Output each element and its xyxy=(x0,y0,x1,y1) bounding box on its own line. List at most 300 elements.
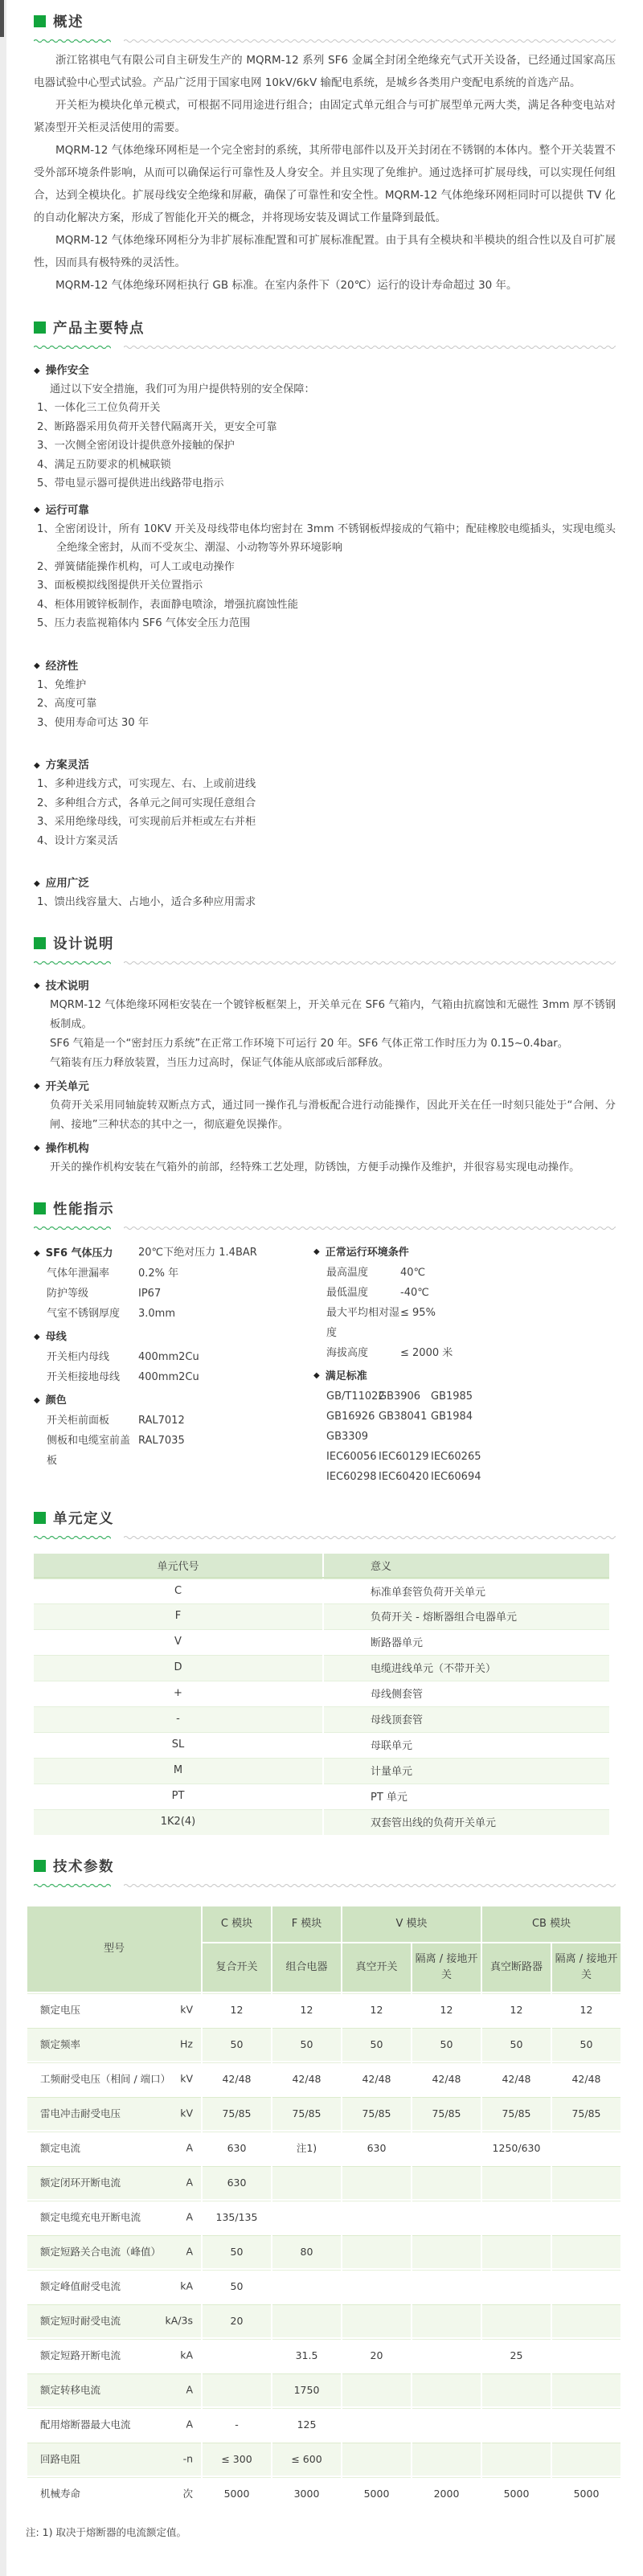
diamond-bullet-icon: ◆ xyxy=(34,1332,40,1341)
tech-param-value-cell xyxy=(481,2373,551,2407)
performance-label: 气体年泄漏率 xyxy=(47,1268,110,1280)
performance-heading xyxy=(313,1243,434,1263)
standard-code: IEC60420 xyxy=(379,1470,429,1483)
tech-param-value-cell xyxy=(272,2304,342,2338)
unit-table-row xyxy=(34,1758,609,1784)
tech-header-subhead: 隔离 / 接地开关 xyxy=(412,1943,481,1992)
design-group xyxy=(34,977,616,1073)
feature-group-title: 经济性 xyxy=(45,659,79,673)
unit-table-row xyxy=(34,1629,609,1655)
tech-param-unit: A xyxy=(186,2210,193,2223)
section-design xyxy=(34,933,616,1177)
diamond-bullet-icon: ◆ xyxy=(34,878,40,888)
tech-param-value-cell xyxy=(551,2304,621,2338)
standards-row xyxy=(313,1447,616,1467)
tech-param-value-cell xyxy=(551,2131,621,2165)
standards-row xyxy=(313,1386,616,1407)
tech-param-value-cell: 630 xyxy=(202,2165,272,2200)
tech-param-label-cell xyxy=(27,2442,202,2476)
wavy-divider xyxy=(34,1534,616,1539)
performance-heading-text: 正常运行环境条件 xyxy=(325,1246,409,1259)
tech-param-value-cell: 135/135 xyxy=(202,2200,272,2234)
feature-group xyxy=(34,657,616,733)
tech-param-value-cell xyxy=(412,2269,481,2304)
tech-param-value-cell: ≤ 600 xyxy=(272,2442,342,2476)
wavy-line-green-icon xyxy=(34,1882,111,1887)
section-header-features xyxy=(34,317,616,338)
performance-row xyxy=(34,1263,313,1284)
green-square-icon xyxy=(34,15,46,27)
tech-param-value-cell: 1250/630 xyxy=(481,2131,551,2165)
tech-param-value-cell: 42/48 xyxy=(481,2062,551,2096)
wavy-divider xyxy=(34,343,616,349)
performance-heading-row xyxy=(34,1327,313,1347)
tech-param-value-cell xyxy=(481,2200,551,2234)
performance-value: ≤ 2000 米 xyxy=(400,1346,453,1359)
tech-param-value-cell: 12 xyxy=(551,1992,621,2027)
tech-param-value-cell: ≤ 300 xyxy=(202,2442,272,2476)
tech-param-value-cell: 630 xyxy=(342,2131,412,2165)
unit-meaning-cell: 母联单元 xyxy=(323,1732,609,1758)
feature-group-title: 运行可靠 xyxy=(45,503,89,517)
performance-heading xyxy=(313,1366,434,1386)
unit-table-head xyxy=(34,1554,609,1578)
standard-code: IEC60129 xyxy=(379,1450,429,1463)
feature-item: 4、设计方案灵活 xyxy=(37,834,118,847)
tech-param-value-cell: 125 xyxy=(272,2407,342,2442)
performance-group xyxy=(313,1243,616,1363)
unit-code-cell: F xyxy=(34,1603,323,1629)
performance-value: 400mm2Cu xyxy=(138,1351,199,1363)
design-groups xyxy=(34,977,616,1177)
tech-param-unit: 次 xyxy=(182,2488,193,2500)
tech-param-value-cell xyxy=(342,2200,412,2234)
tech-param-unit: kA xyxy=(180,2279,193,2292)
unit-table-header-meaning: 意义 xyxy=(323,1554,609,1578)
feature-group-heading xyxy=(34,362,616,380)
tech-param-value-cell xyxy=(551,2338,621,2373)
unit-meaning-cell: 双套管出线的负荷开关单元 xyxy=(323,1809,609,1835)
section-performance xyxy=(34,1198,616,1487)
performance-heading-text: 满足标准 xyxy=(325,1370,367,1382)
performance-heading-row xyxy=(313,1366,616,1386)
tech-param-value-cell: 3000 xyxy=(272,2476,342,2511)
diamond-bullet-icon: ◆ xyxy=(34,1395,40,1405)
tech-param-value-cell: 75/85 xyxy=(202,2096,272,2131)
tech-param-unit: kV xyxy=(180,2003,193,2016)
diamond-bullet-icon: ◆ xyxy=(34,506,40,514)
feature-group xyxy=(34,756,616,850)
wavy-line-green-icon xyxy=(34,1534,111,1539)
tech-param-value-cell xyxy=(202,2373,272,2407)
section-title-tech-params: 技术参数 xyxy=(53,1858,114,1875)
performance-label: 海拔高度 xyxy=(326,1346,369,1359)
tech-param-value-cell xyxy=(412,2304,481,2338)
performance-row xyxy=(34,1431,313,1471)
tech-param-value-cell xyxy=(412,2338,481,2373)
feature-group-heading xyxy=(34,502,616,520)
performance-value: 3.0mm xyxy=(138,1308,176,1320)
performance-label: 开关柜接地母线 xyxy=(47,1371,121,1383)
unit-table-row xyxy=(34,1706,609,1732)
tech-param-label-cell xyxy=(27,2234,202,2269)
performance-value: 400mm2Cu xyxy=(138,1371,199,1383)
diamond-bullet-icon: ◆ xyxy=(34,661,40,670)
tech-param-name: 工频耐受电压（相间 / 端口） xyxy=(40,2073,171,2085)
tech-param-value-cell xyxy=(481,2165,551,2200)
tech-table-row xyxy=(27,2304,621,2338)
tech-param-value-cell: 75/85 xyxy=(551,2096,621,2131)
design-line: SF6 气箱是一个“密封压力系统”在正常工作环境下可运行 20 年。SF6 气体正常工作时压力为 0.15~0.4bar。 xyxy=(50,1037,568,1050)
unit-table-body xyxy=(34,1578,609,1835)
tech-param-value-cell xyxy=(272,2200,342,2234)
tech-param-value-cell: 42/48 xyxy=(342,2062,412,2096)
tech-param-value-cell: 80 xyxy=(272,2234,342,2269)
tech-param-value-cell xyxy=(551,2200,621,2234)
tech-param-value-cell: 12 xyxy=(202,1992,272,2027)
standard-code: GB1984 xyxy=(431,1410,473,1423)
standard-code: IEC60265 xyxy=(431,1450,481,1463)
performance-label: 侧板和电缆室前盖板 xyxy=(47,1435,131,1467)
performance-group xyxy=(34,1390,313,1471)
tech-param-unit: A xyxy=(186,2141,193,2154)
tech-param-value-cell: 12 xyxy=(481,1992,551,2027)
tech-param-value-cell xyxy=(342,2234,412,2269)
tech-table-note: 注: 1) 取决于熔断器的电流额定值。 xyxy=(26,2525,186,2538)
feature-item: 3、使用寿命可达 30 年 xyxy=(37,716,149,729)
unit-code-cell: V xyxy=(34,1629,323,1655)
tech-param-value-cell xyxy=(272,2165,342,2200)
feature-item: 3、面板模拟线图提供开关位置指示 xyxy=(37,579,203,592)
tech-param-value-cell xyxy=(551,2373,621,2407)
tech-header-model: 型号 xyxy=(27,1906,202,1992)
performance-group xyxy=(313,1366,616,1487)
unit-code-cell: SL xyxy=(34,1732,323,1758)
unit-code-cell: PT xyxy=(34,1784,323,1809)
section-title-performance: 性能指示 xyxy=(53,1201,114,1218)
performance-row xyxy=(34,1411,313,1431)
tech-param-value-cell xyxy=(342,2373,412,2407)
tech-param-unit: Hz xyxy=(180,2037,193,2050)
tech-param-value-cell: 12 xyxy=(412,1992,481,2027)
performance-value: 40℃ xyxy=(400,1266,426,1279)
tech-header-module: V 模块 xyxy=(342,1906,481,1943)
diamond-bullet-icon: ◆ xyxy=(34,1248,40,1258)
green-square-icon xyxy=(34,321,46,334)
design-group-heading xyxy=(34,977,616,996)
diamond-bullet-icon: ◆ xyxy=(313,1371,320,1380)
section-header-design xyxy=(34,933,616,953)
tech-param-value-cell: 50 xyxy=(202,2234,272,2269)
tech-param-unit: -n xyxy=(182,2452,193,2465)
unit-meaning-cell: 母线顶套管 xyxy=(323,1706,609,1732)
performance-heading-text: 母线 xyxy=(45,1331,67,1343)
tech-param-value-cell: 50 xyxy=(202,2269,272,2304)
performance-value: 20℃下绝对压力 1.4BAR xyxy=(138,1246,257,1259)
tech-param-value-cell: 75/85 xyxy=(412,2096,481,2131)
tech-param-value-cell: 注1) xyxy=(272,2131,342,2165)
feature-item: 2、断路器采用负荷开关替代隔离开关，更安全可靠 xyxy=(37,420,277,433)
design-line: 负荷开关采用同轴旋转双断点方式，通过同一操作孔与滑板配合进行动能操作，因此开关在任一时刻只能处于“合闸、分闸、接地”三种状态的其中之一，彻底避免误操作。 xyxy=(50,1099,616,1131)
tech-param-label-cell xyxy=(27,2027,202,2062)
tech-param-value-cell xyxy=(272,2269,342,2304)
tech-param-label-cell xyxy=(27,2407,202,2442)
design-group-title: 操作机构 xyxy=(45,1141,89,1155)
performance-value: 0.2% 年 xyxy=(138,1268,179,1280)
wavy-line-gray-icon xyxy=(124,343,616,349)
design-group xyxy=(34,1140,616,1177)
tech-param-value-cell xyxy=(551,2269,621,2304)
diamond-bullet-icon: ◆ xyxy=(34,981,40,990)
tech-header-module: F 模块 xyxy=(272,1906,342,1943)
performance-value: ≤ 95% xyxy=(400,1306,436,1319)
performance-left-column xyxy=(34,1243,313,1487)
wavy-divider xyxy=(34,959,616,964)
section-header-unit-definition xyxy=(34,1508,616,1528)
design-line: 开关的操作机构安装在气箱外的前部，经特殊工艺处理，防锈蚀，方便手动操作及维护，并很容易实现电动操作。 xyxy=(50,1161,580,1173)
green-square-icon xyxy=(34,1860,46,1872)
unit-meaning-cell: 标准单套管负荷开关单元 xyxy=(323,1578,609,1603)
tech-param-value-cell: 42/48 xyxy=(551,2062,621,2096)
tech-param-value-cell xyxy=(481,2442,551,2476)
feature-item: 4、满足五防要求的机械联锁 xyxy=(37,458,171,471)
unit-meaning-cell: 计量单元 xyxy=(323,1758,609,1784)
tech-param-name: 额定电压 xyxy=(40,2004,81,2016)
section-overview xyxy=(34,11,616,297)
performance-row xyxy=(313,1263,616,1283)
feature-item: 1、馈出线容量大、占地小，适合多种应用需求 xyxy=(37,896,256,908)
unit-table-row xyxy=(34,1578,609,1603)
performance-heading-text: 颜色 xyxy=(45,1394,67,1407)
feature-item: 5、压力表监视箱体内 SF6 气体安全压力范围 xyxy=(37,617,251,629)
feature-group-heading xyxy=(34,657,616,676)
tech-param-value-cell: 630 xyxy=(202,2131,272,2165)
tech-param-value-cell xyxy=(342,2407,412,2442)
standard-code: GB1985 xyxy=(431,1390,473,1403)
unit-meaning-cell: PT 单元 xyxy=(323,1784,609,1809)
tech-table-row xyxy=(27,2269,621,2304)
tech-param-value-cell xyxy=(551,2407,621,2442)
section-title-design: 设计说明 xyxy=(53,936,114,952)
performance-row xyxy=(313,1303,616,1343)
performance-label: 最高温度 xyxy=(326,1266,369,1279)
tech-param-name: 回路电阻 xyxy=(40,2453,81,2465)
performance-columns xyxy=(34,1243,616,1487)
tech-header-module: CB 模块 xyxy=(481,1906,621,1943)
tech-param-value-cell: 31.5 xyxy=(272,2338,342,2373)
wavy-line-gray-icon xyxy=(124,1882,616,1887)
performance-label: 最低温度 xyxy=(326,1286,369,1299)
tech-param-label-cell xyxy=(27,2096,202,2131)
tech-params-table xyxy=(26,1905,622,2512)
diamond-bullet-icon: ◆ xyxy=(34,760,40,770)
performance-row xyxy=(34,1284,313,1304)
standard-code: GB38041 xyxy=(379,1410,428,1423)
tech-param-label-cell xyxy=(27,2062,202,2096)
tech-param-name: 额定短路关合电流（峰值） xyxy=(40,2246,162,2258)
tech-param-value-cell: 50 xyxy=(551,2027,621,2062)
feature-group-title: 操作安全 xyxy=(45,364,89,377)
feature-group xyxy=(34,502,616,633)
standard-code: GB3309 xyxy=(326,1430,369,1443)
unit-code-cell: C xyxy=(34,1578,323,1603)
tech-header-module: C 模块 xyxy=(202,1906,272,1943)
tech-table-row xyxy=(27,2131,621,2165)
standard-code: GB/T11022 xyxy=(326,1390,385,1403)
tech-param-unit: A xyxy=(186,2418,193,2431)
standard-code: GB3906 xyxy=(379,1390,421,1403)
unit-code-cell: D xyxy=(34,1655,323,1681)
tech-param-value-cell xyxy=(412,2200,481,2234)
feature-group-intro: 通过以下安全措施，我们可为用户提供特别的安全保障： xyxy=(50,383,315,395)
tech-header-subhead: 复合开关 xyxy=(202,1943,272,1992)
tech-param-value-cell xyxy=(342,2165,412,2200)
tech-table-row xyxy=(27,2442,621,2476)
tech-table-row xyxy=(27,2234,621,2269)
tech-param-value-cell: 5000 xyxy=(551,2476,621,2511)
overview-paragraph: MQRM-12 气体绝缘环网柜是一个完全密封的系统，其所带电部件以及开关封闭在不锈钢的本体内。整个开关装置不受外部环境条件影响，从而可以确保运行可靠性及人身安全。并且实现了免维护。通过选择可扩展母线，可以实现任何组合，达到全模块化。扩展母线安全绝缘和屏蔽，确保了可靠性和安全性。MQRM-12 气体绝缘环网柜同时可以提供 TV 化的自动化解决方案，形成了智能化开关的概念，并将现场安装及调试工作量降到最低。 xyxy=(34,144,616,224)
tech-param-label-cell xyxy=(27,2269,202,2304)
tech-param-name: 额定峰值耐受电流 xyxy=(40,2280,121,2292)
performance-label: 防护等级 xyxy=(47,1288,89,1300)
section-header-tech-params xyxy=(34,1856,616,1876)
feature-group xyxy=(34,874,616,912)
wavy-divider xyxy=(34,1882,616,1887)
wavy-line-gray-icon xyxy=(124,959,616,964)
performance-heading-row xyxy=(34,1243,313,1264)
unit-code-cell: + xyxy=(34,1681,323,1706)
standards-row xyxy=(313,1407,616,1427)
wavy-divider xyxy=(34,1224,616,1230)
tech-param-value-cell xyxy=(342,2304,412,2338)
tech-table-row xyxy=(27,2096,621,2131)
unit-table-row xyxy=(34,1809,609,1835)
tech-header-row-modules xyxy=(27,1906,621,1943)
section-title-features: 产品主要特点 xyxy=(53,321,145,337)
wavy-line-green-icon xyxy=(34,343,111,349)
tech-param-label-cell xyxy=(27,2476,202,2511)
performance-row xyxy=(313,1343,616,1363)
feature-item: 4、柜体用镀锌板制作，表面静电喷涂，增强抗腐蚀性能 xyxy=(37,598,298,611)
diamond-bullet-icon: ◆ xyxy=(34,366,40,375)
tech-param-value-cell xyxy=(551,2234,621,2269)
tech-param-name: 额定短时耐受电流 xyxy=(40,2315,121,2327)
design-group-heading xyxy=(34,1078,616,1096)
tech-param-value-cell: 75/85 xyxy=(272,2096,342,2131)
performance-heading-row xyxy=(313,1243,616,1263)
tech-param-value-cell xyxy=(412,2373,481,2407)
tech-param-name: 机械寿命 xyxy=(40,2488,81,2500)
unit-code-cell: - xyxy=(34,1706,323,1732)
tech-param-value-cell: 25 xyxy=(481,2338,551,2373)
diamond-bullet-icon: ◆ xyxy=(313,1247,320,1256)
design-group-heading xyxy=(34,1140,616,1158)
unit-table-row xyxy=(34,1681,609,1706)
tech-table-row xyxy=(27,2062,621,2096)
tech-param-value-cell xyxy=(481,2407,551,2442)
performance-value: IP67 xyxy=(138,1288,162,1300)
performance-group xyxy=(34,1243,313,1325)
unit-meaning-cell: 负荷开关 - 熔断器组合电器单元 xyxy=(323,1603,609,1629)
tech-param-name: 额定频率 xyxy=(40,2038,81,2050)
performance-value: RAL7035 xyxy=(138,1435,185,1447)
tech-param-name: 额定电缆充电开断电流 xyxy=(40,2211,141,2223)
unit-table-row xyxy=(34,1784,609,1809)
wavy-divider xyxy=(34,37,616,43)
section-features xyxy=(34,317,616,912)
green-square-icon xyxy=(34,1512,46,1524)
tech-param-value-cell: 2000 xyxy=(412,2476,481,2511)
feature-item: 2、多种组合方式，各单元之间可实现任意组合 xyxy=(37,797,256,809)
tech-param-value-cell: 50 xyxy=(272,2027,342,2062)
performance-right-column xyxy=(313,1243,616,1487)
tech-param-value-cell xyxy=(202,2338,272,2373)
tech-table-row xyxy=(27,1992,621,2027)
performance-heading-text: SF6 气体压力 xyxy=(45,1247,113,1259)
tech-param-value-cell: 20 xyxy=(342,2338,412,2373)
tech-table-row xyxy=(27,2476,621,2511)
tech-param-unit: kV xyxy=(180,2107,193,2119)
tech-table-body xyxy=(27,1992,621,2511)
performance-label: 最大平均相对湿度 xyxy=(326,1306,400,1339)
section-header-performance xyxy=(34,1198,616,1218)
feature-item: 3、采用绝缘母线，可实现前后并柜或左右并柜 xyxy=(37,816,256,828)
wavy-line-green-icon xyxy=(34,959,111,964)
content-panel xyxy=(6,0,643,2576)
tech-param-value-cell xyxy=(412,2131,481,2165)
section-title-overview: 概述 xyxy=(53,14,84,31)
performance-heading xyxy=(34,1390,138,1411)
tech-param-value-cell xyxy=(342,2269,412,2304)
section-header-overview xyxy=(34,11,616,31)
tech-param-value-cell: 5000 xyxy=(481,2476,551,2511)
feature-item: 1、一体化三工位负荷开关 xyxy=(37,402,161,414)
feature-group-title: 方案灵活 xyxy=(45,759,89,772)
tech-param-label-cell xyxy=(27,2338,202,2373)
performance-row xyxy=(34,1367,313,1387)
left-margin-strip xyxy=(0,0,6,2576)
tech-param-value-cell xyxy=(481,2234,551,2269)
tech-table-row xyxy=(27,2407,621,2442)
feature-group-title: 应用广泛 xyxy=(45,877,89,890)
unit-table-row xyxy=(34,1603,609,1629)
tech-param-value-cell: 20 xyxy=(202,2304,272,2338)
standards-row xyxy=(313,1467,616,1487)
performance-value: -40℃ xyxy=(400,1286,429,1299)
overview-paragraph: 开关柜为模块化单元模式，可根据不同用途进行组合；由固定式单元组合与可扩展型单元两大类，满足各种变电站对紧凑型开关柜灵活使用的需要。 xyxy=(34,99,616,134)
tech-param-unit: A xyxy=(186,2383,193,2396)
tech-param-label-cell xyxy=(27,2304,202,2338)
feature-item: 1、多种进线方式，可实现左、右、上或前进线 xyxy=(37,778,256,790)
tech-param-value-cell: 5000 xyxy=(342,2476,412,2511)
unit-code-cell: M xyxy=(34,1758,323,1784)
tech-param-label-cell xyxy=(27,2373,202,2407)
green-square-icon xyxy=(34,1202,46,1214)
tech-table-row xyxy=(27,2027,621,2062)
tech-param-value-cell: 75/85 xyxy=(342,2096,412,2131)
feature-item: 5、带电显示器可提供进出线路带电指示 xyxy=(37,477,224,489)
wavy-line-gray-icon xyxy=(124,1534,616,1539)
performance-group xyxy=(34,1327,313,1387)
tech-param-value-cell xyxy=(551,2165,621,2200)
scrollbar-corner-tab xyxy=(0,0,4,37)
standard-code: IEC60056 xyxy=(326,1450,377,1463)
tech-param-value-cell: 42/48 xyxy=(412,2062,481,2096)
tech-param-value-cell: 50 xyxy=(412,2027,481,2062)
design-group-title: 技术说明 xyxy=(45,979,89,993)
tech-table-row xyxy=(27,2373,621,2407)
tech-header-subhead: 真空断路器 xyxy=(481,1943,551,1992)
